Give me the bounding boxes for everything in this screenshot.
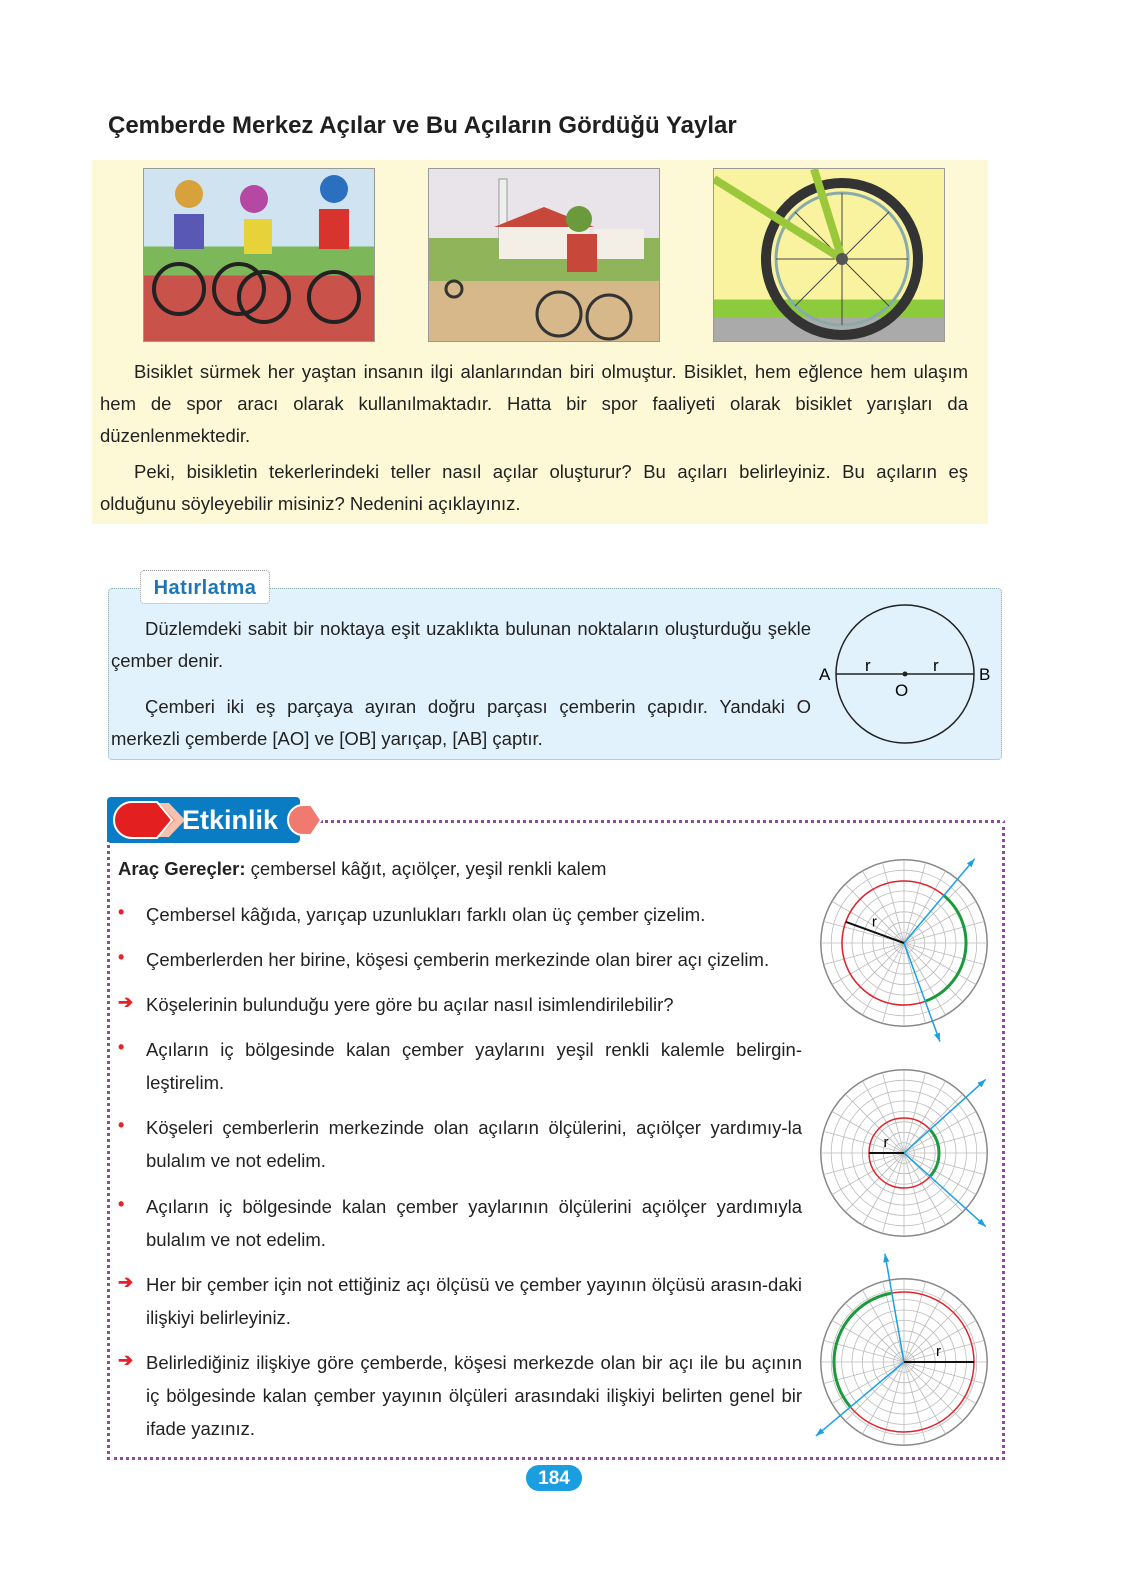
dot-bullet-icon: • <box>118 947 125 967</box>
tools-line <box>118 858 606 880</box>
radius-label: r <box>883 1134 889 1151</box>
page-number: 184 <box>526 1465 582 1491</box>
polar-grid-spoke <box>904 943 925 1023</box>
polar-grid-spoke <box>845 1094 904 1153</box>
label-r-right: r <box>933 656 939 675</box>
activity-item: Açıların iç bölgesinde kalan çember yaylarının ölçülerini açıölçer yardımıyla bulalım ve not edelim. <box>146 1196 802 1250</box>
radius-label: r <box>936 1343 941 1360</box>
activity-item: Her bir çember için not ettiğiniz açı ölçüsü ve çember yayının ölçüsü arasın-daki ilişkiyi belirleyiniz. <box>146 1274 802 1328</box>
polar-grid-spoke <box>904 943 984 964</box>
activity-item: Köşeleri çemberlerin merkezinde olan açıların ölçülerini, açıölçer yardımıy-la bulalım ve not edelim. <box>146 1117 802 1171</box>
arrowhead-icon <box>934 1033 940 1042</box>
arrow-bullet-icon: ➔ <box>118 1350 134 1370</box>
activity-item: Çemberlerden her birine, köşesi çemberin merkezinde olan birer açı çizelim. <box>146 949 770 970</box>
polar-grid-spoke <box>824 943 904 964</box>
polar-grid-spoke <box>904 1073 925 1153</box>
dot-bullet-icon: • <box>118 1194 125 1214</box>
circle-diameter-figure <box>809 589 1001 759</box>
intro-box <box>92 160 988 524</box>
tools-label: Araç Gereçler: <box>118 858 246 879</box>
polar-grid-spoke <box>883 943 904 1023</box>
polar-grid-spoke <box>824 1153 904 1174</box>
polar-grid-spoke <box>904 884 963 943</box>
polar-grid-spoke <box>863 1153 905 1225</box>
activity-item: Köşelerinin bulunduğu yere göre bu açılar nasıl isimlendirilebilir? <box>146 994 674 1015</box>
polar-grid-spoke <box>883 863 904 943</box>
activity-label: Etkinlik <box>182 805 279 835</box>
dot-bullet-icon: • <box>118 902 125 922</box>
polar-grid-spoke <box>904 943 963 1002</box>
polar-grid-spoke <box>883 1153 904 1233</box>
angle-ray-arrow <box>904 943 940 1042</box>
polar-grid-spoke <box>904 1153 946 1225</box>
activity-item: Belirlediğiniz ilişkiye göre çemberde, köşesi merkezde olan bir açı ile bu açının iç bölgesinde kalan çember yayının ölçüleri arasındaki ilişkiyi belirten genel bir ifade yazınız. <box>146 1352 802 1439</box>
polar-grid-spoke <box>824 1132 904 1153</box>
polar-grid-spoke <box>845 943 904 1002</box>
radius-label: r <box>871 913 877 931</box>
reminder-paragraph-1: Düzlemdeki sabit bir noktaya eşit uzaklıkta bulunan noktaların oluşturduğu şekle çember denir. <box>111 618 811 671</box>
activity-item: Açıların iç bölgesinde kalan çember yaylarını yeşil renkli kalemle belirgin-leştirelim. <box>146 1039 802 1093</box>
arrow-bullet-icon: ➔ <box>118 1272 134 1292</box>
reminder-paragraph-2: Çemberi iki eş parçaya ayıran doğru parçası çemberin çapıdır. Yandaki O merkezli çemberde [AO] ve [OB] yarıçap, [AB] çaptır. <box>111 696 811 749</box>
activity-top-border <box>320 820 1000 823</box>
intro-paragraph-1: Bisiklet sürmek her yaştan insanın ilgi alanlarından biri olmuştur. Bisiklet, hem eğlence hem ulaşım hem de spor aracı olarak kullanılmaktadır. Hatta bir spor faaliyeti olarak bisiklet yarışları da düzenlenmektedir. <box>100 361 968 446</box>
polar-grid-figures <box>810 850 1010 1460</box>
page-title: Çemberde Merkez Açılar ve Bu Açıların Gördüğü Yaylar <box>108 112 737 139</box>
reminder-box <box>108 588 1002 760</box>
label-B: B <box>979 665 991 684</box>
polar-grid-spoke <box>824 922 904 943</box>
reminder-label: Hatırlatma <box>140 570 270 604</box>
label-r-left: r <box>865 656 871 675</box>
children-cycling-race-image <box>143 168 375 342</box>
tools-text: çembersel kâğıt, açıölçer, yeşil renkli kalem <box>245 858 607 879</box>
label-O: O <box>895 681 909 700</box>
label-A: A <box>819 665 831 684</box>
dot-bullet-icon: • <box>118 1037 125 1057</box>
polar-grid-spoke <box>845 1153 904 1212</box>
intro-paragraph-2: Peki, bisikletin tekerlerindeki teller nasıl açılar oluşturur? Bu açıları belirleyiniz. Bu açıların eş olduğunu söyleyebilir misiniz? Nedenini açıklayınız. <box>100 461 968 514</box>
child-cycling-village-image <box>428 168 660 342</box>
polar-grid-spoke <box>904 922 984 943</box>
activity-item: Çembersel kâğıda, yarıçap uzunlukları farklı olan üç çember çizelim. <box>146 904 706 925</box>
dot-bullet-icon: • <box>118 1115 125 1135</box>
arrow-bullet-icon: ➔ <box>118 992 134 1012</box>
arrowhead-icon <box>883 1254 889 1263</box>
polar-grid-spoke <box>832 1153 904 1195</box>
polar-grid-spoke <box>904 1081 946 1153</box>
polar-grid-spoke <box>832 1112 904 1154</box>
polar-grid-spoke <box>904 1153 925 1233</box>
bicycle-wheel-image <box>713 168 945 342</box>
